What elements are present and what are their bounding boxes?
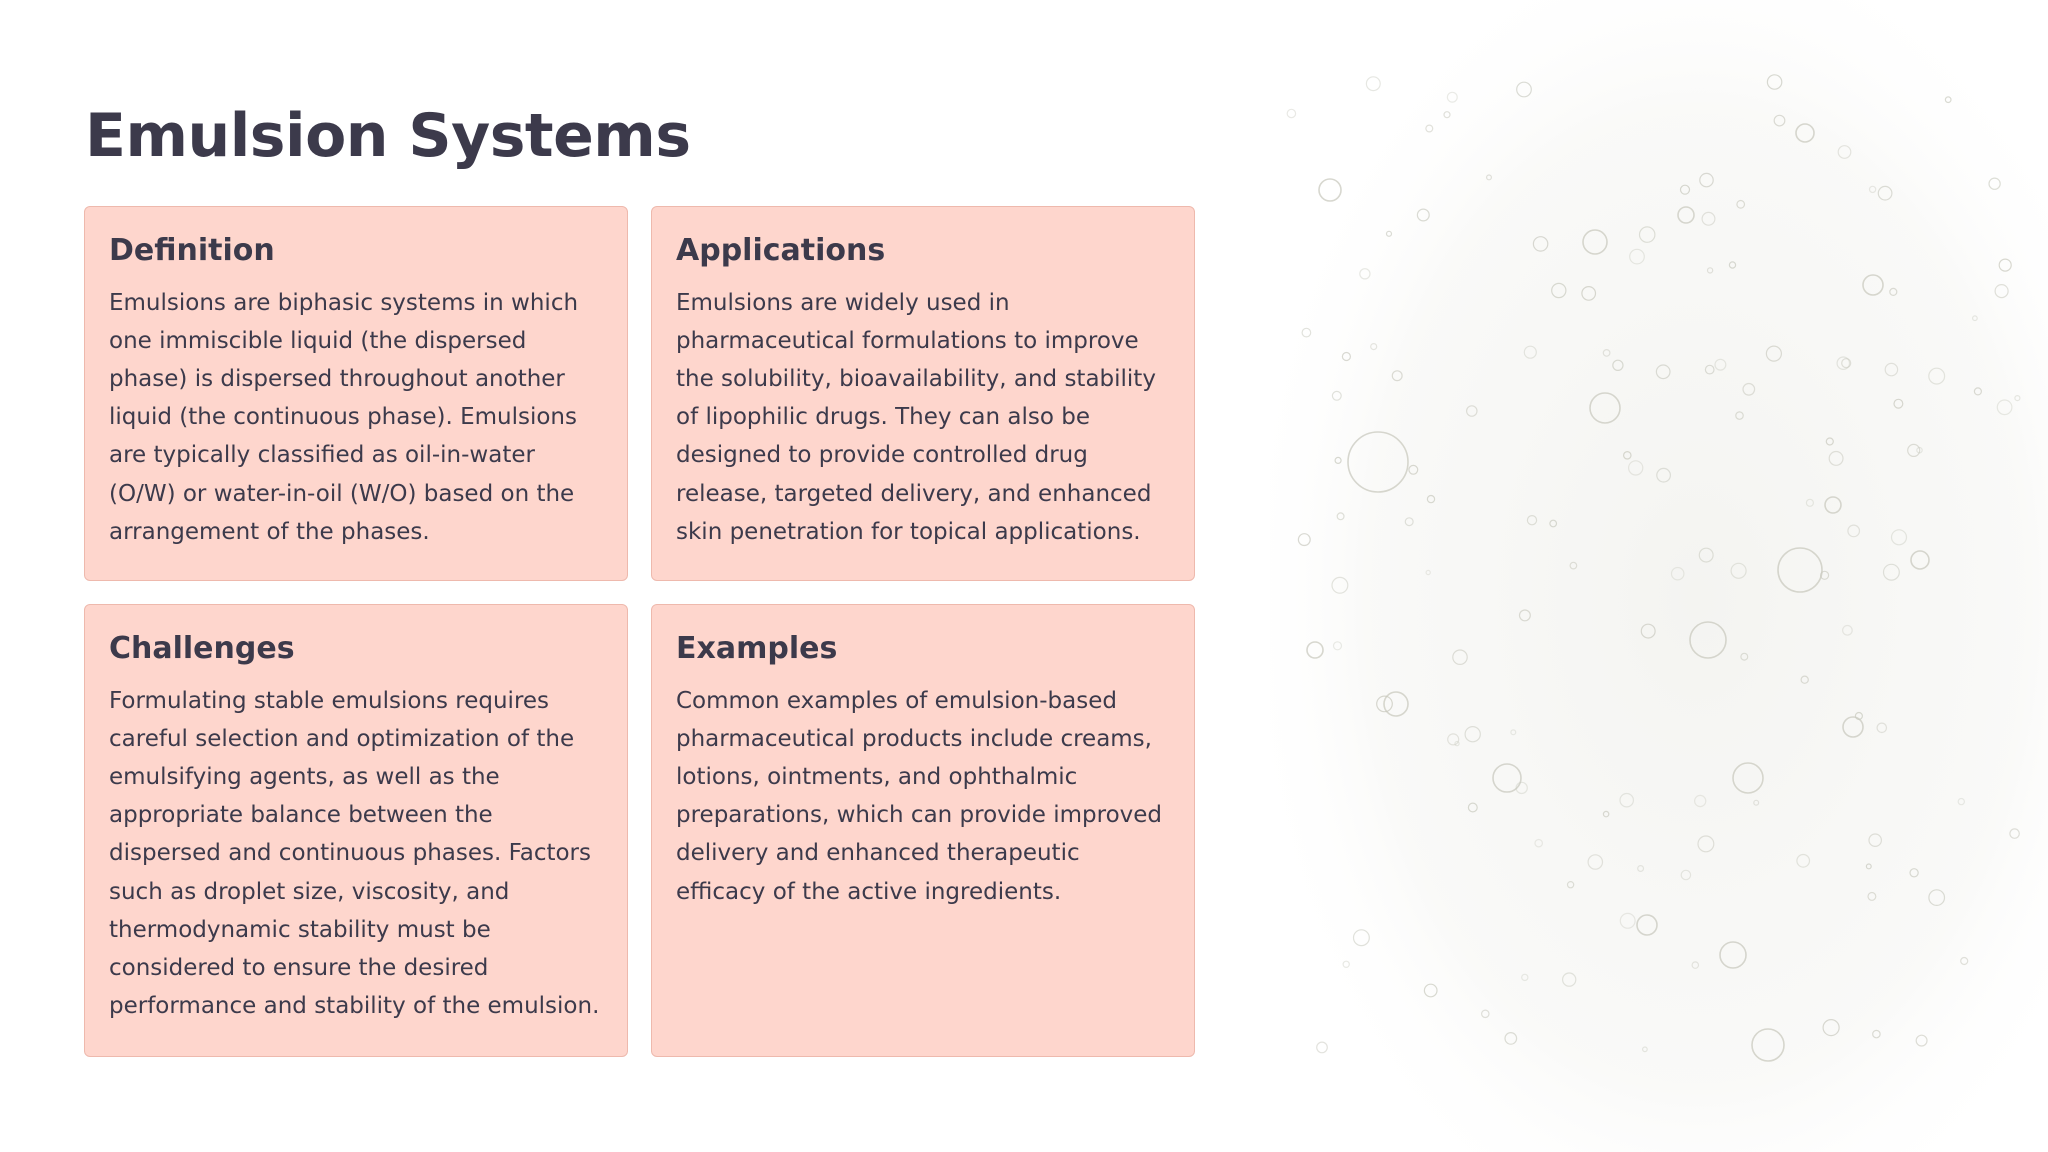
card-body: Emulsions are widely used in pharmaceutical formulations to improve the solubility, bioavailability, and stability of lipophilic drugs. They can also be designed to provide controlled drug release, targeted delivery, and enhanced skin penetration for topical applications. <box>676 289 1156 545</box>
page-title: Emulsion Systems <box>85 101 691 171</box>
card-challenges <box>84 604 628 1057</box>
card-applications <box>651 206 1195 581</box>
card-examples <box>651 604 1195 1057</box>
card-body: Emulsions are biphasic systems in which one immiscible liquid (the dispersed phase) is dispersed throughout another liquid (the continuous phase). Emulsions are typically classified as oil-in-water (O/W) or water-in-oil (W/O) based on the arrangement of the phases. <box>109 289 579 545</box>
card-heading: Applications <box>676 233 886 268</box>
card-definition <box>84 206 628 581</box>
card-heading: Examples <box>676 631 838 666</box>
card-body: Formulating stable emulsions requires careful selection and optimization of the emulsifying agents, as well as the appropriate balance between the dispersed and continuous phases. Factors such as droplet size, viscosity, and thermodynamic stability must be considered to ensure the desired performance and stability of the emulsion. <box>109 687 600 1020</box>
card-heading: Definition <box>109 233 275 268</box>
water-bubbles-image <box>1270 0 2048 1152</box>
card-heading: Challenges <box>109 631 295 666</box>
card-body: Common examples of emulsion-based pharmaceutical products include creams, lotions, ointments, and ophthalmic preparations, which can provide improved delivery and enhanced therapeutic efficacy of the active ingredients. <box>676 687 1163 905</box>
